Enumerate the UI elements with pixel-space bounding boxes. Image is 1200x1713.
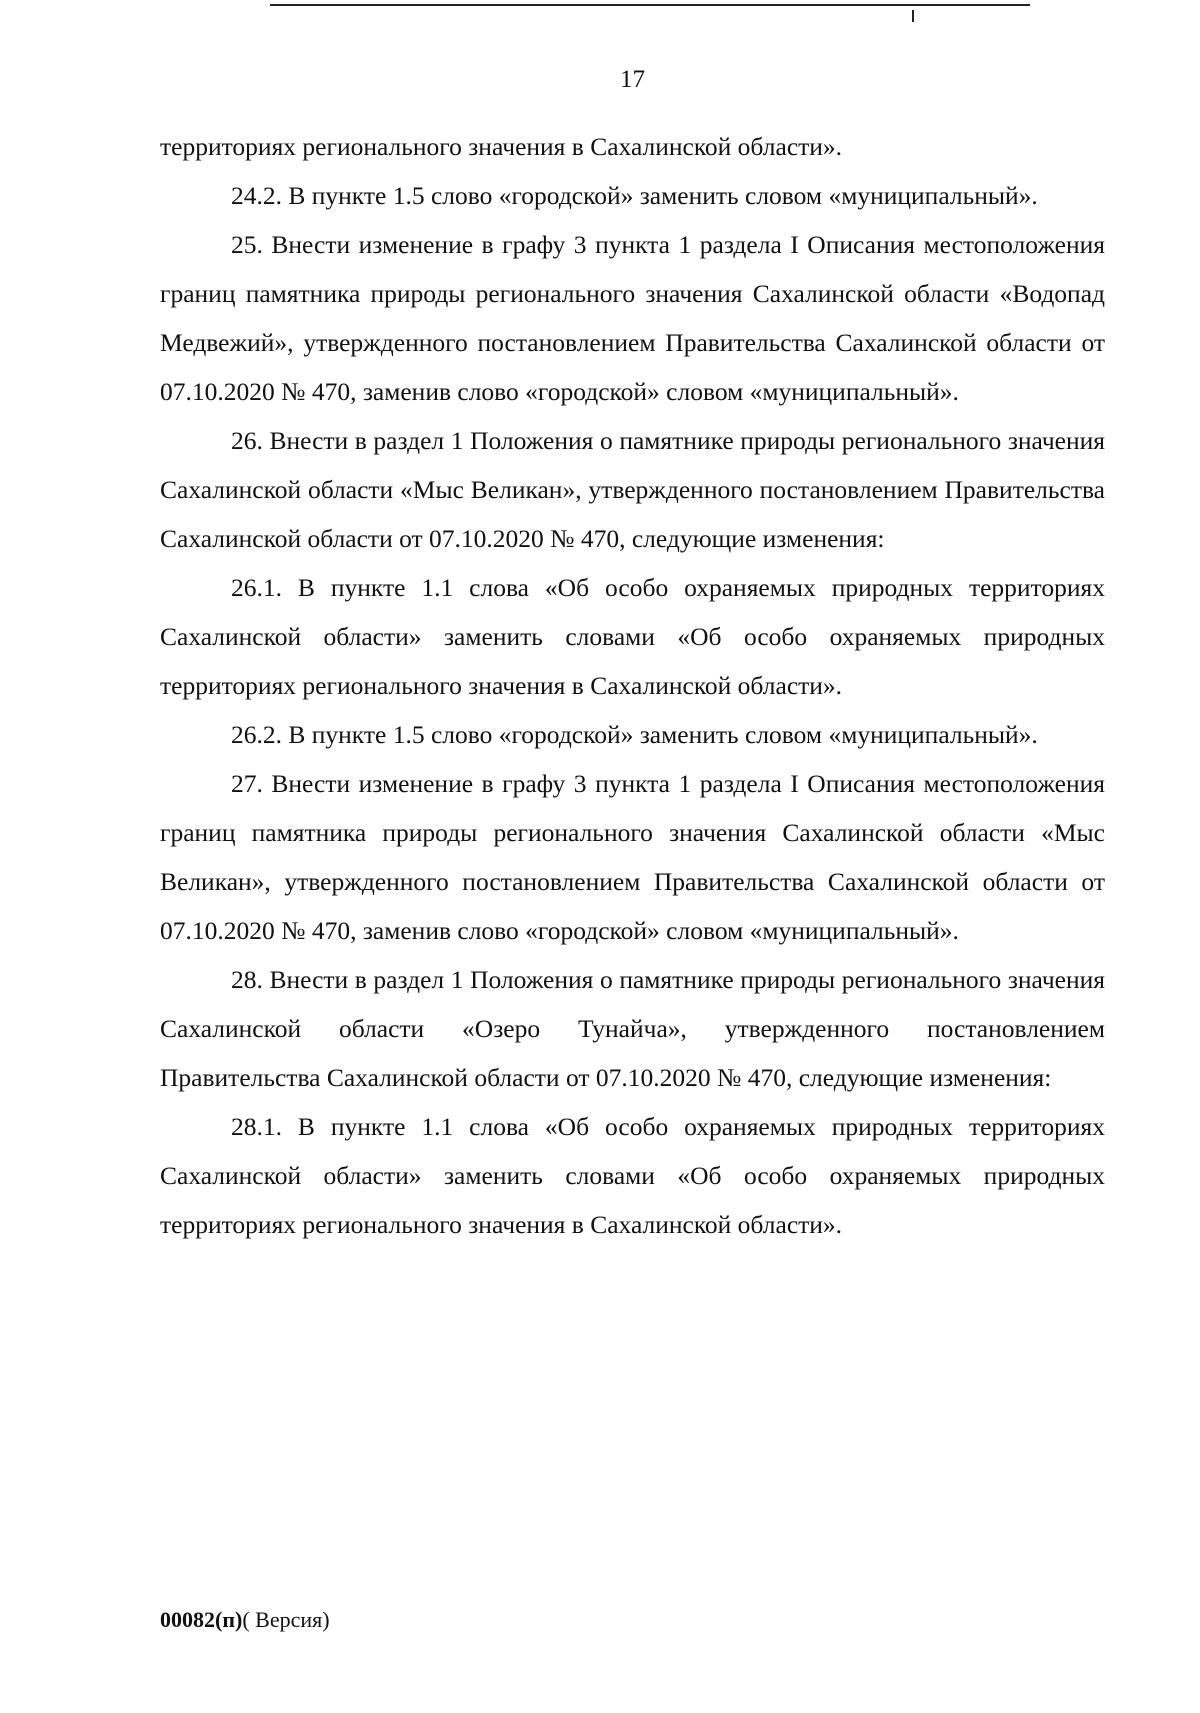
document-code: 00082(п) (160, 1607, 243, 1632)
paragraph-27: 27. Внести изменение в графу 3 пункта 1 раздела I Описания местоположения границ памятника природы регионального значения Сахалинской области «Мыс Великан», утвержденного постановлением Правительства Сахалинской области от 07.10.2020 № 470, заменив слово «городской» словом «муниципальный». (160, 769, 1105, 945)
paragraph-26-2: 26.2. В пункте 1.5 слово «городской» заменить словом «муниципальный». (231, 720, 1038, 749)
page-number: 17 (620, 66, 645, 93)
top-rule (270, 4, 1030, 6)
footer (160, 1607, 330, 1633)
paragraph-24-2: 24.2. В пункте 1.5 слово «городской» заменить словом «муниципальный». (231, 181, 1038, 210)
document-body (160, 122, 1105, 1249)
paragraph-continuation: территориях регионального значения в Сахалинской области». (160, 132, 843, 161)
paragraph-26: 26. Внести в раздел 1 Положения о памятнике природы регионального значения Сахалинской области «Мыс Великан», утвержденного постановлением Правительства Сахалинской области от 07.10.2020 № 470, следующие изменения: (160, 426, 1105, 553)
scan-mark (912, 10, 914, 22)
document-version: ( Версия) (242, 1607, 330, 1632)
paragraph-28-1: 28.1. В пункте 1.1 слова «Об особо охраняемых природных территориях Сахалинской области» заменить словами «Об особо охраняемых природных территориях регионального значения в Сахалинской области». (160, 1112, 1105, 1239)
paragraph-28: 28. Внести в раздел 1 Положения о памятнике природы регионального значения Сахалинской области «Озеро Тунайча», утвержденного постановлением Правительства Сахалинской области от 07.10.2020 № 470, следующие изменения: (160, 965, 1105, 1092)
paragraph-26-1: 26.1. В пункте 1.1 слова «Об особо охраняемых природных территориях Сахалинской области» заменить словами «Об особо охраняемых природных территориях регионального значения в Сахалинской области». (160, 573, 1105, 700)
paragraph-25: 25. Внести изменение в графу 3 пункта 1 раздела I Описания местоположения границ памятника природы регионального значения Сахалинской области «Водопад Медвежий», утвержденного постановлением Правительства Сахалинской области от 07.10.2020 № 470, заменив слово «городской» словом «муниципальный». (160, 230, 1105, 406)
